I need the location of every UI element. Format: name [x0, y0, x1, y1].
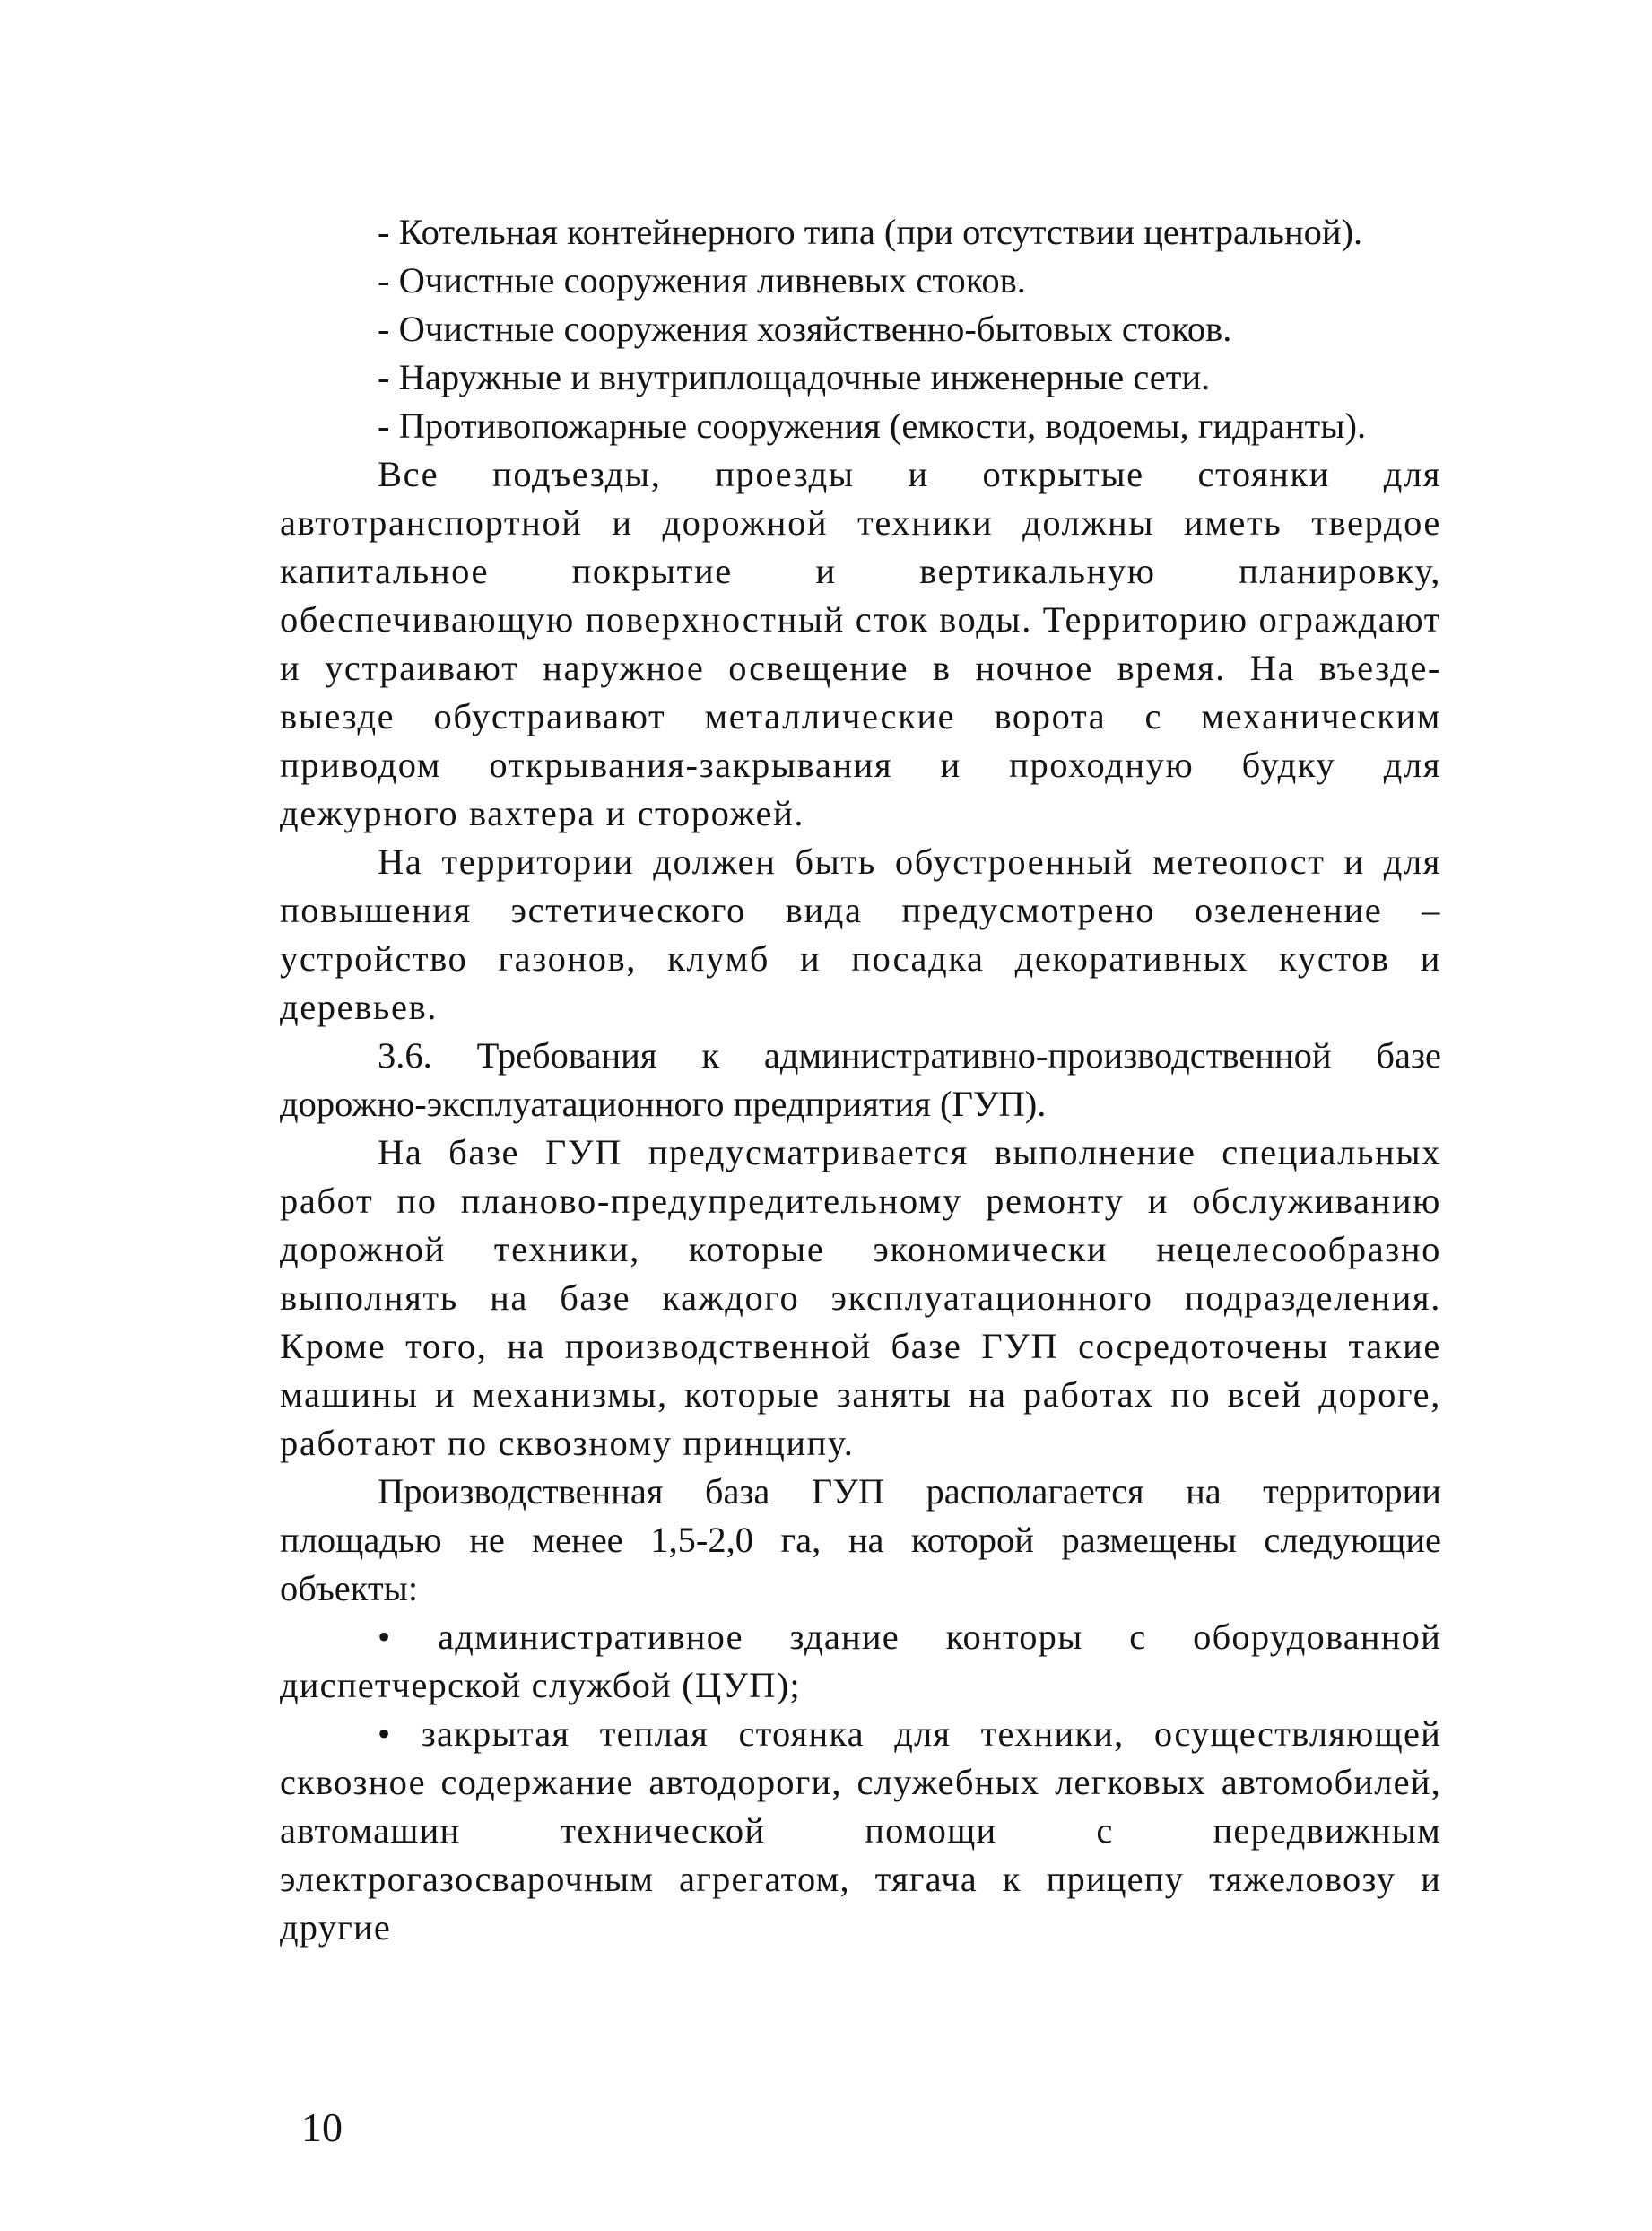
- list-item-storm-drain-treatment: - Очистные сооружения ливневых стоков.: [378, 260, 1026, 301]
- list-item-household-sewage-treatment: - Очистные сооружения хозяйственно-бытовых стоков.: [378, 309, 1232, 349]
- page-number: 10: [301, 2105, 343, 2150]
- section-heading-3-6: 3.6. Требования к административно-производственной базе дорожно-эксплуатационного предприятия (ГУП).: [280, 1035, 1441, 1124]
- paragraph-weather-station: На территории должен быть обустроенный метеопост и для повышения эстетического вида предусмотрено озеленение – устройство газонов, клумб и посадка декоративных кустов и деревьев.: [280, 841, 1441, 1027]
- list-item-boiler-room: - Котельная контейнерного типа (при отсутствии центральной).: [378, 212, 1363, 252]
- list-item-fire-protection: - Противопожарные сооружения (емкости, водоемы, гидранты).: [378, 405, 1367, 446]
- list-item-engineering-networks: - Наружные и внутриплощадочные инженерные сети.: [378, 357, 1211, 397]
- paragraph-gup-base-area: Производственная база ГУП располагается на территории площадью не менее 1,5-2,0 га, на которой размещены следующие объекты:: [280, 1471, 1441, 1608]
- paragraph-driveways: Все подъезды, проезды и открытые стоянки для автотранспортной и дорожной техники должны иметь твердое капитальное покрытие и вертикальную планировку, обеспечивающую поверхностный сток воды. Территорию ограждают и устраивают наружное освещение в ночное время. На въезде-выезде обустраивают металлические ворота с механическим приводом открывания-закрывания и проходную будку для дежурного вахтера и сторожей.: [280, 454, 1441, 833]
- paragraph-gup-base-works: На базе ГУП предусматривается выполнение специальных работ по планово-предупредительному ремонту и обслуживанию дорожной техники, которые экономически нецелесообразно выполнять на базе каждого эксплуатационного подразделения. Кроме того, на производственной базе ГУП сосредоточены такие машины и механизмы, которые заняты на работах по всей дороге, работают по сквозному принципу.: [280, 1132, 1441, 1463]
- body-text: [280, 208, 1441, 1952]
- bullet-item-warm-parking: • закрытая теплая стоянка для техники, осуществляющей сквозное содержание автодороги, служебных легковых автомобилей, автомашин технической помощи с передвижным электрогазосварочным агрегатом, тягача к прицепу тяжеловозу и другие: [280, 1713, 1441, 1948]
- bullet-item-admin-building: • административное здание конторы с оборудованной диспетчерской службой (ЦУП);: [280, 1617, 1441, 1705]
